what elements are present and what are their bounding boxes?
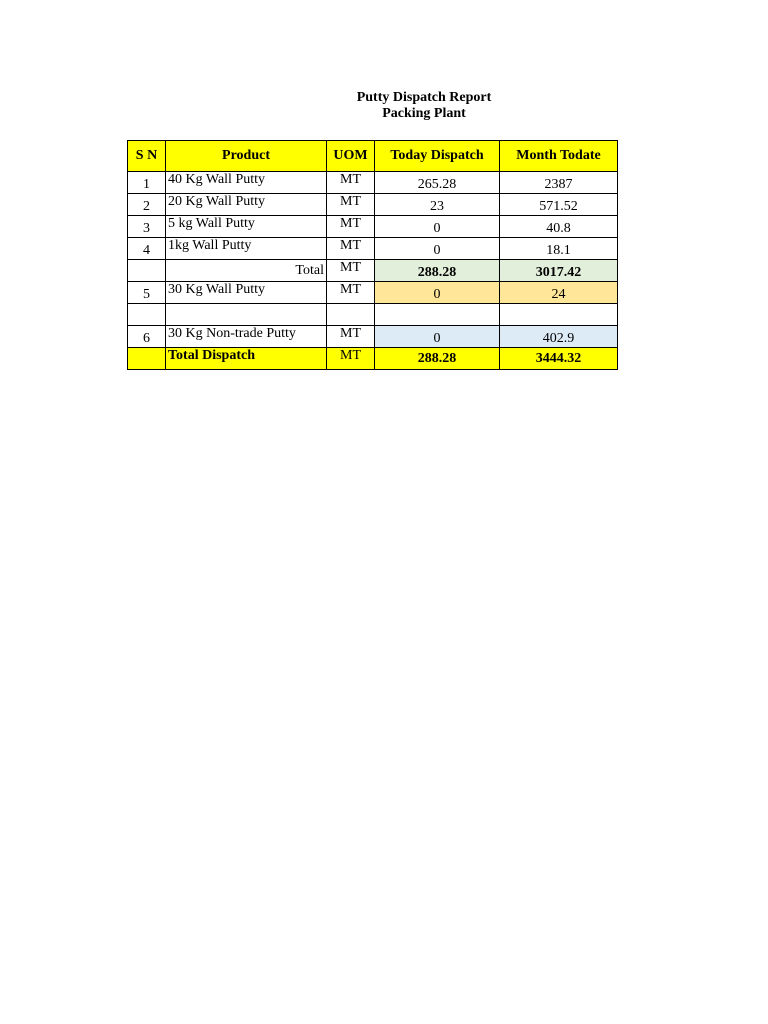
table-row bbox=[128, 238, 618, 260]
month-todate-cell: 571.52 bbox=[500, 194, 618, 216]
column-header-today-dispatch: Today Dispatch bbox=[375, 141, 500, 172]
empty-cell bbox=[128, 348, 166, 370]
product-cell: 40 Kg Wall Putty bbox=[166, 172, 327, 194]
subtotal-month-todate: 3017.42 bbox=[500, 260, 618, 282]
grand-total-month-todate: 3444.32 bbox=[500, 348, 618, 370]
sn-cell: 2 bbox=[128, 194, 166, 216]
today-dispatch-cell: 23 bbox=[375, 194, 500, 216]
uom-cell: MT bbox=[327, 260, 375, 282]
column-header-sn: S N bbox=[128, 141, 166, 172]
uom-cell: MT bbox=[327, 238, 375, 260]
column-header-month-todate: Month Todate bbox=[500, 141, 618, 172]
table-row bbox=[128, 172, 618, 194]
today-dispatch-cell: 265.28 bbox=[375, 172, 500, 194]
subtotal-row bbox=[128, 260, 618, 282]
month-todate-cell: 402.9 bbox=[500, 326, 618, 348]
today-dispatch-cell: 0 bbox=[375, 238, 500, 260]
product-cell: 20 Kg Wall Putty bbox=[166, 194, 327, 216]
uom-cell: MT bbox=[327, 194, 375, 216]
today-dispatch-cell: 0 bbox=[375, 326, 500, 348]
dispatch-table bbox=[127, 140, 618, 370]
empty-row bbox=[128, 304, 618, 326]
uom-cell: MT bbox=[327, 172, 375, 194]
empty-cell bbox=[500, 304, 618, 326]
uom-cell: MT bbox=[327, 216, 375, 238]
table-row bbox=[128, 282, 618, 304]
product-cell: 1kg Wall Putty bbox=[166, 238, 327, 260]
sn-cell: 3 bbox=[128, 216, 166, 238]
sn-cell: 5 bbox=[128, 282, 166, 304]
sn-cell: 1 bbox=[128, 172, 166, 194]
table-header-row bbox=[128, 141, 618, 172]
product-cell: 5 kg Wall Putty bbox=[166, 216, 327, 238]
column-header-uom: UOM bbox=[327, 141, 375, 172]
uom-cell: MT bbox=[327, 282, 375, 304]
subtotal-today-dispatch: 288.28 bbox=[375, 260, 500, 282]
product-cell: 30 Kg Wall Putty bbox=[166, 282, 327, 304]
today-dispatch-cell: 0 bbox=[375, 282, 500, 304]
month-todate-cell: 40.8 bbox=[500, 216, 618, 238]
report-subtitle: Packing Plant bbox=[382, 106, 466, 121]
grand-total-today-dispatch: 288.28 bbox=[375, 348, 500, 370]
empty-cell bbox=[375, 304, 500, 326]
empty-cell bbox=[128, 260, 166, 282]
today-dispatch-cell: 0 bbox=[375, 216, 500, 238]
table-row bbox=[128, 326, 618, 348]
subtotal-label: Total bbox=[166, 260, 327, 282]
empty-cell bbox=[128, 304, 166, 326]
uom-cell: MT bbox=[327, 326, 375, 348]
sn-cell: 4 bbox=[128, 238, 166, 260]
sn-cell: 6 bbox=[128, 326, 166, 348]
grand-total-row bbox=[128, 348, 618, 370]
grand-total-label: Total Dispatch bbox=[166, 348, 327, 370]
month-todate-cell: 18.1 bbox=[500, 238, 618, 260]
empty-cell bbox=[166, 304, 327, 326]
column-header-product: Product bbox=[166, 141, 327, 172]
product-cell: 30 Kg Non-trade Putty bbox=[166, 326, 327, 348]
month-todate-cell: 2387 bbox=[500, 172, 618, 194]
uom-cell: MT bbox=[327, 348, 375, 370]
empty-cell bbox=[327, 304, 375, 326]
month-todate-cell: 24 bbox=[500, 282, 618, 304]
report-title: Putty Dispatch Report bbox=[356, 90, 492, 105]
table-row bbox=[128, 216, 618, 238]
table-row bbox=[128, 194, 618, 216]
